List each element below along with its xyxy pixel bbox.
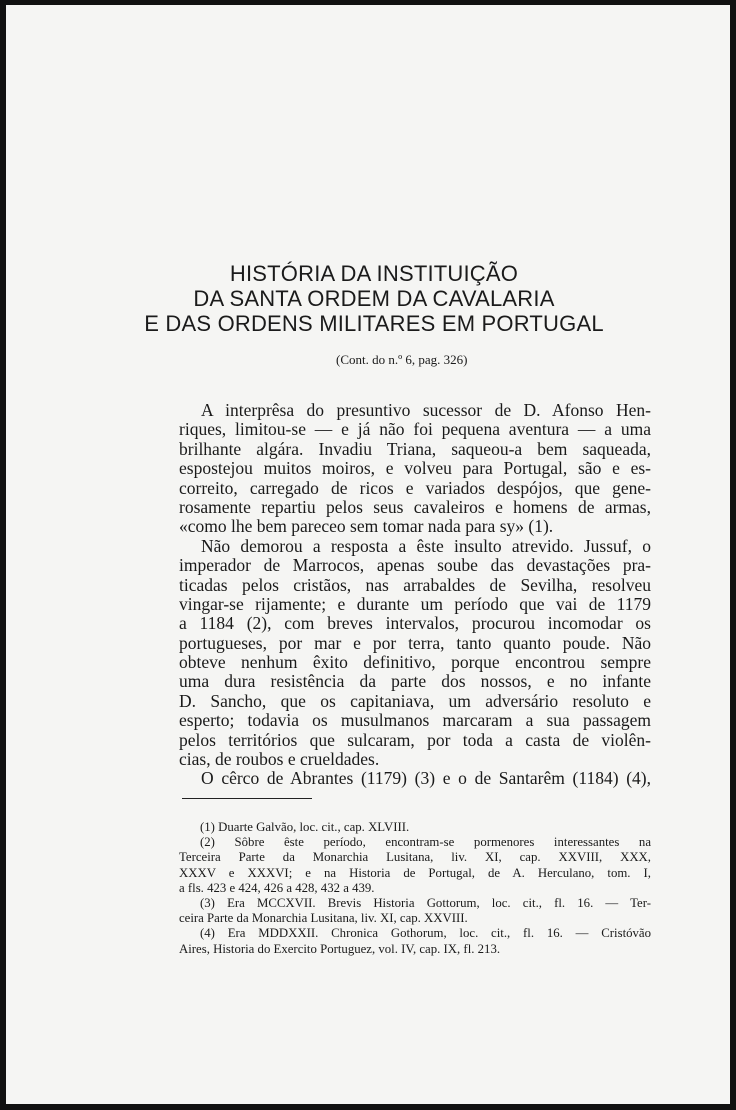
title-line: HISTÓRIA DA INSTITUIÇÃO [229,261,519,286]
body-line: espostejou muitos moiros, e volveu para Portugal, são e es- [179,458,651,479]
body-line: correito, carregado de ricos e variados despójos, que gene- [179,477,651,498]
footnote-line: Terceira Parte da Monarchia Lusitana, liv. XI, cap. XXVIII, XXX, [179,850,651,865]
body-line: O cêrco de Abrantes (1179) (3) e o de Santarêm (1184) (4), [201,768,651,789]
title-line: DA SANTA ORDEM DA CAVALARIA [193,286,555,311]
body-line: uma dura resistência da parte dos nossos, e no infante [179,671,651,692]
body-line: vingar-se rijamente; e durante um período que vai de 1179 [179,593,651,614]
footnote-line: (4) Era MDDXXII. Chronica Gothorum, loc. cit., fl. 16. — Cristóvão [200,926,651,941]
footnote-line: Aires, Historia do Exercito Portuguez, vol. IV, cap. IX, fl. 213. [179,941,501,956]
footnote-line: a fls. 423 e 424, 426 a 428, 432 a 439. [179,880,375,895]
footnote-line: XXXV e XXXVI; e na Historia de Portugal, de A. Herculano, tom. I, [179,865,651,880]
body-line: Não demorou a resposta a êste insulto atrevido. Jussuf, o [201,535,651,556]
footnote-line: (3) Era MCCXVII. Brevis Historia Gottorum, loc. cit., fl. 16. — Ter- [200,895,651,910]
body-line: «como lhe bem pareceo sem tomar nada para sy» (1). [179,516,554,537]
body-line: riques, limitou-se — e já não foi pequena aventura — a uma [179,419,651,440]
body-line: a 1184 (2), com breves intervalos, procurou incomodar os [179,613,651,634]
body-line: pelos territórios que sulcaram, por toda a casta de violên- [179,729,651,750]
body-text [179,401,651,789]
continuation-note: (Cont. do n.º 6, pag. 326) [336,352,468,367]
footnote-line: (2) Sôbre êste período, encontram-se pormenores interessantes na [200,835,651,850]
body-line: rosamente repartiu pelos seus cavaleiros e homens de armas, [179,496,651,517]
footnote-rule [182,798,312,799]
footnotes [179,820,651,957]
footnote-line: (1) Duarte Galvão, loc. cit., cap. XLVIII. [200,820,410,834]
body-line: esperto; todavia os musulmanos marcaram a sua passagem [179,710,651,731]
body-line: A interprêsa do presuntivo sucessor de D. Afonso Hen- [201,400,651,420]
footnote-line: ceira Parte da Monarchia Lusitana, liv. XI, cap. XXVIII. [179,911,468,926]
body-line: ticadas pelos cristãos, nas arrabaldes de Sevilha, resolveu [179,574,651,595]
article-title [6,261,736,336]
body-line: D. Sancho, que os capitaniava, um adversário resoluto e [179,690,651,711]
title-line: E DAS ORDENS MILITARES EM PORTUGAL [144,311,604,336]
body-line: portugueses, por mar e por terra, tanto quanto poude. Não [179,632,651,653]
body-line: imperador de Marrocos, apenas soube das devastações pra- [179,555,651,576]
body-line: cias, de roubos e crueldades. [179,749,380,770]
body-line: brilhante algára. Invadiu Triana, saqueou-a bem saqueada, [179,438,651,459]
body-line: obteve nenhum êxito definitivo, porque encontrou sempre [179,652,651,673]
